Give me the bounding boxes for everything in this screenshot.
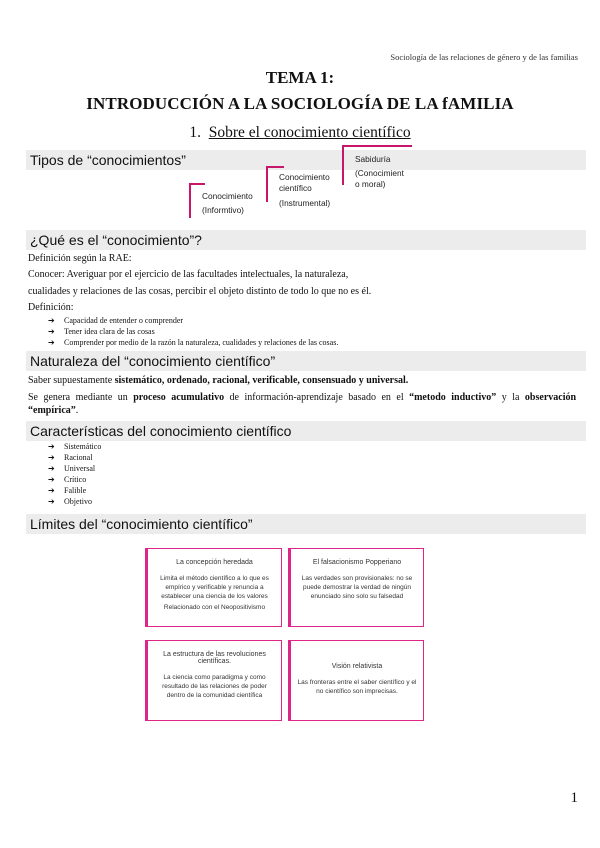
step-bar-2-top	[266, 166, 284, 168]
heading-que-es: ¿Qué es el “conocimiento”?	[26, 230, 586, 250]
limit-box-concepcion	[145, 548, 282, 627]
list-item	[48, 463, 101, 474]
naturaleza-p2-g: .	[75, 405, 79, 416]
naturaleza-p2-b: proceso acumulativo	[133, 392, 225, 403]
step-3-line-2: (Conocimient	[355, 168, 404, 178]
step-2-line-2: científico	[279, 183, 312, 193]
section-heading-text: Sobre el conocimiento científico	[208, 124, 411, 141]
step-3	[355, 154, 404, 190]
list-item-text: Racional	[64, 453, 93, 462]
naturaleza-p2-c: de información-aprendizaje basado en el	[224, 392, 410, 403]
naturaleza-p2-f: observación “empírica”	[28, 392, 577, 416]
list-item	[48, 496, 101, 507]
list-item	[48, 315, 338, 326]
step-bar-1	[189, 183, 191, 218]
conocer-line-2: cualidades y relaciones de las cosas, percibir el objeto distinto de todo lo que no es él.	[28, 286, 372, 297]
step-2	[279, 172, 330, 209]
list-item	[48, 441, 101, 452]
limit-box-text: Limita el método científico a lo que es empírico y verificable y renuncia a establecer una ciencia de los valores	[160, 575, 269, 600]
limit-box-revoluciones	[145, 640, 282, 721]
step-1-line-1: Conocimiento	[202, 191, 253, 201]
limit-box-text: Las verdades son provisionales: no se puede demostrar la verdad de ningún enunciado sino solo su falsedad	[301, 575, 413, 600]
list-item	[48, 452, 101, 463]
naturaleza-p2-d: “metodo inductivo”	[409, 392, 497, 403]
arrow-icon: ➔	[48, 316, 55, 325]
step-bar-3-top	[342, 145, 412, 147]
limit-box-text: Relacionado con el Neopositivismo	[163, 604, 266, 611]
list-item-text: Sistemático	[64, 442, 102, 451]
list-item-text: Capacidad de entender o comprender	[64, 316, 184, 325]
page-number: 1	[570, 790, 578, 806]
heading-caracteristicas: Características del conocimiento científico	[26, 421, 586, 441]
heading-naturaleza: Naturaleza del “conocimiento científico”	[26, 351, 586, 371]
naturaleza-p1-bold: sistemático, ordenado, racional, verificable, consensuado y universal.	[114, 375, 409, 386]
arrow-icon: ➔	[48, 497, 55, 506]
arrow-icon: ➔	[48, 442, 55, 451]
limit-box-text: La ciencia como paradigma y como resultado de las relaciones de poder dentro de la comunidad científica	[162, 674, 267, 699]
list-item-text: Universal	[64, 464, 96, 473]
list-item	[48, 326, 338, 337]
naturaleza-p2	[28, 391, 576, 417]
list-item-text: Comprender por medio de la razón la naturaleza, cualidades y relaciones de las cosas.	[64, 338, 339, 347]
step-2-line-1: Conocimiento	[279, 172, 330, 182]
step-bar-1-top	[189, 183, 205, 185]
limit-box-title: El falsacionismo Popperiano	[312, 559, 402, 566]
caracteristicas-list	[48, 441, 101, 507]
limit-box-text: Las fronteras entre el saber científico y el no científico son imprecisas.	[297, 679, 417, 695]
naturaleza-p1-text: Saber supuestamente	[28, 375, 115, 386]
definicion-list	[48, 315, 338, 348]
list-item-text: Falible	[64, 486, 87, 495]
heading-tipos: Tipos de “conocimientos”	[26, 150, 586, 170]
step-1-line-2: (Informtivo)	[202, 205, 244, 215]
limit-box-title: La estructura de las revoluciones científicas.	[163, 651, 266, 665]
heading-limites: Límites del “conocimiento científico”	[26, 514, 586, 534]
list-item-text: Tener idea clara de las cosas	[64, 327, 155, 336]
step-3-line-1: Sabiduría	[355, 154, 391, 164]
naturaleza-p2-e: y la	[496, 392, 520, 403]
step-bar-2	[266, 166, 268, 202]
arrow-icon: ➔	[48, 338, 55, 347]
arrow-icon: ➔	[48, 486, 55, 495]
naturaleza-p1	[28, 374, 408, 387]
list-item-text: Crítico	[64, 475, 87, 484]
conocer-line-1: Conocer: Averiguar por el ejercicio de las facultades intelectuales, la naturaleza,	[28, 269, 349, 280]
section-heading-1	[0, 124, 600, 142]
limit-box-relativista	[288, 640, 424, 721]
page-title: TEMA 1:	[265, 68, 335, 87]
arrow-icon: ➔	[48, 453, 55, 462]
limit-box-popper	[288, 548, 424, 627]
header-note: Sociología de las relaciones de género y de las familias	[390, 52, 578, 62]
step-2-line-3: (Instrumental)	[279, 198, 331, 208]
page-subtitle: INTRODUCCIÓN A LA SOCIOLOGÍA DE LA fAMILIA	[86, 94, 514, 113]
naturaleza-p2-a: Se genera mediante un	[28, 392, 134, 403]
step-3-line-3: o moral)	[355, 179, 386, 189]
step-1	[202, 191, 253, 216]
limit-box-title: La concepción heredada	[176, 559, 253, 566]
list-item	[48, 337, 338, 348]
definicion-label: Definición:	[28, 302, 74, 313]
arrow-icon: ➔	[48, 464, 55, 473]
limit-box-title: Visión relativista	[331, 663, 383, 670]
list-item	[48, 485, 101, 496]
arrow-icon: ➔	[48, 327, 55, 336]
arrow-icon: ➔	[48, 475, 55, 484]
list-item	[48, 474, 101, 485]
step-bar-3	[342, 145, 344, 185]
section-number: 1.	[189, 124, 201, 141]
def-rae: Definición según la RAE:	[28, 253, 132, 264]
list-item-text: Objetivo	[64, 497, 92, 506]
